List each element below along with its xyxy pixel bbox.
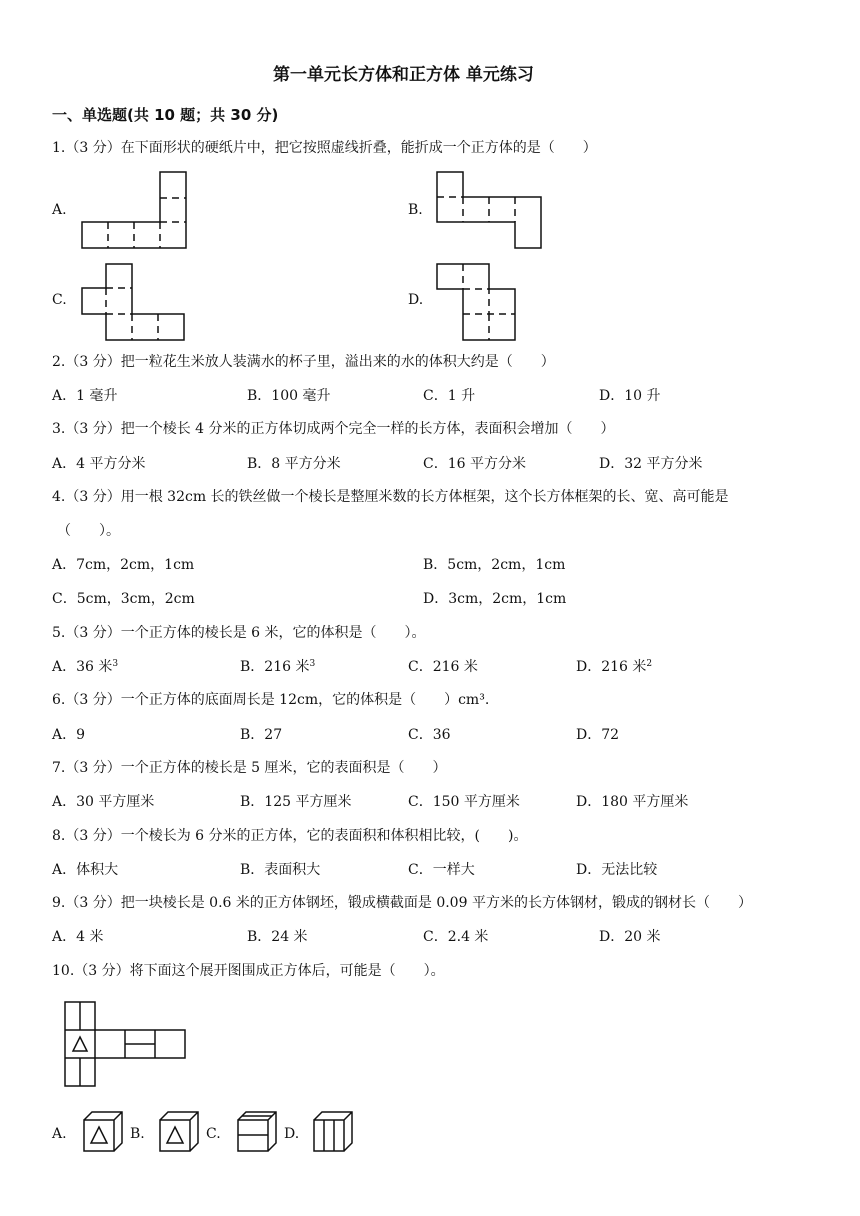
q3-option-d[interactable]: D．32 平方分米: [599, 456, 703, 472]
q10-cube-net-figure: [62, 1000, 188, 1090]
q3-option-a[interactable]: A．4 平方分米: [52, 456, 146, 472]
q1-net-a-figure: [80, 170, 200, 250]
question-10-stem: 10.（3 分）将下面这个展开图围成正方体后，可能是（ ）。: [52, 963, 445, 979]
q4-option-d[interactable]: D．3cm，2cm，1cm: [423, 591, 567, 607]
q3-option-c[interactable]: C．16 平方分米: [423, 456, 526, 472]
q7-option-c[interactable]: C．150 平方厘米: [408, 794, 520, 810]
q2-option-a[interactable]: A．1 毫升: [52, 388, 118, 404]
q7-option-a[interactable]: A．30 平方厘米: [52, 794, 155, 810]
q2-option-c[interactable]: C．1 升: [423, 388, 476, 404]
q1-net-c-figure: [80, 262, 186, 344]
q6-option-a[interactable]: A．9: [52, 727, 86, 743]
q7-option-b[interactable]: B．125 平方厘米: [240, 794, 352, 810]
q1-option-d-label[interactable]: D.: [408, 292, 424, 308]
q5-option-c[interactable]: C．216 米: [408, 659, 478, 675]
q8-option-d[interactable]: D．无法比较: [576, 862, 658, 878]
q2-option-d[interactable]: D．10 升: [599, 388, 661, 404]
q1-option-c-label[interactable]: C.: [52, 292, 67, 308]
q10-option-c-label[interactable]: C.: [206, 1126, 221, 1142]
q8-option-c[interactable]: C．一样大: [408, 862, 475, 878]
q10-option-d-cube: [312, 1110, 356, 1154]
q4-option-c[interactable]: C．5cm，3cm，2cm: [52, 591, 195, 607]
q6-option-b[interactable]: B．27: [240, 727, 283, 743]
q5-option-d-text: D．216 米: [576, 659, 647, 675]
q5-option-a-text: A．36 米: [52, 659, 113, 675]
q9-option-a[interactable]: A．4 米: [52, 929, 104, 945]
q1-option-a-label[interactable]: A.: [52, 202, 67, 218]
q10-option-a-cube: [82, 1110, 126, 1154]
q8-option-b[interactable]: B．表面积大: [240, 862, 321, 878]
question-1-stem: 1.（3 分）在下面形状的硬纸片中，把它按照虚线折叠，能折成一个正方体的是（ ）: [52, 140, 597, 156]
q1-net-d-figure: [435, 262, 517, 344]
q8-option-a[interactable]: A．体积大: [52, 862, 119, 878]
section-heading: 一、单选题(共 10 题；共 30 分): [52, 106, 279, 124]
question-3-stem: 3.（3 分）把一个棱长 4 分米的正方体切成两个完全一样的长方体，表面积会增加（ ）: [52, 421, 615, 437]
q3-option-b[interactable]: B．8 平方分米: [247, 456, 341, 472]
q10-option-c-cube: [236, 1110, 280, 1154]
q1-option-b-label[interactable]: B.: [408, 202, 423, 218]
q9-option-b[interactable]: B．24 米: [247, 929, 308, 945]
q1-net-b-figure: [435, 170, 547, 252]
q10-option-a-label[interactable]: A.: [52, 1126, 67, 1142]
q5-option-d[interactable]: [576, 660, 652, 674]
q4-option-b[interactable]: B．5cm，2cm，1cm: [423, 557, 566, 573]
q6-option-d[interactable]: D．72: [576, 727, 620, 743]
q2-option-b[interactable]: B．100 毫升: [247, 388, 331, 404]
q5-option-a-exp: 3: [112, 659, 119, 669]
question-4-stem: 4.（3 分）用一根 32cm 长的铁丝做一个棱长是整厘米数的长方体框架，这个长方体框架的长、宽、高可能是: [52, 489, 729, 505]
question-8-stem: 8.（3 分）一个棱长为 6 分米的正方体，它的表面积和体积相比较，( )。: [52, 828, 528, 844]
q5-option-b-text: B．216 米: [240, 659, 310, 675]
q10-option-d-label[interactable]: D.: [284, 1126, 300, 1142]
q5-option-b[interactable]: [240, 660, 315, 674]
page-title: 第一单元长方体和正方体 单元练习: [273, 65, 534, 85]
question-2-stem: 2.（3 分）把一粒花生米放人装满水的杯子里，溢出来的水的体积大约是（ ）: [52, 354, 555, 370]
q4-option-a[interactable]: A．7cm，2cm，1cm: [52, 557, 195, 573]
q5-option-d-exp: 2: [646, 659, 653, 669]
q9-option-d[interactable]: D．20 米: [599, 929, 661, 945]
question-5-stem: 5.（3 分）一个正方体的棱长是 6 米，它的体积是（ ）。: [52, 625, 426, 641]
question-9-stem: 9.（3 分）把一块棱长是 0.6 米的正方体钢坯，锻成横截面是 0.09 平方米的长方体钢材，锻成的钢材长（ ）: [52, 895, 752, 911]
q7-option-d[interactable]: D．180 平方厘米: [576, 794, 689, 810]
question-4-stem-cont: （ ）。: [57, 523, 120, 539]
q6-option-c[interactable]: C．36: [408, 727, 451, 743]
question-6-stem: 6.（3 分）一个正方体的底面周长是 12cm，它的体积是（ ）cm³.: [52, 692, 490, 708]
q5-option-a[interactable]: [52, 660, 118, 674]
q10-option-b-cube: [158, 1110, 202, 1154]
q10-option-b-label[interactable]: B.: [130, 1126, 145, 1142]
question-7-stem: 7.（3 分）一个正方体的棱长是 5 厘米，它的表面积是（ ）: [52, 760, 447, 776]
q9-option-c[interactable]: C．2.4 米: [423, 929, 489, 945]
q5-option-b-exp: 3: [309, 659, 316, 669]
